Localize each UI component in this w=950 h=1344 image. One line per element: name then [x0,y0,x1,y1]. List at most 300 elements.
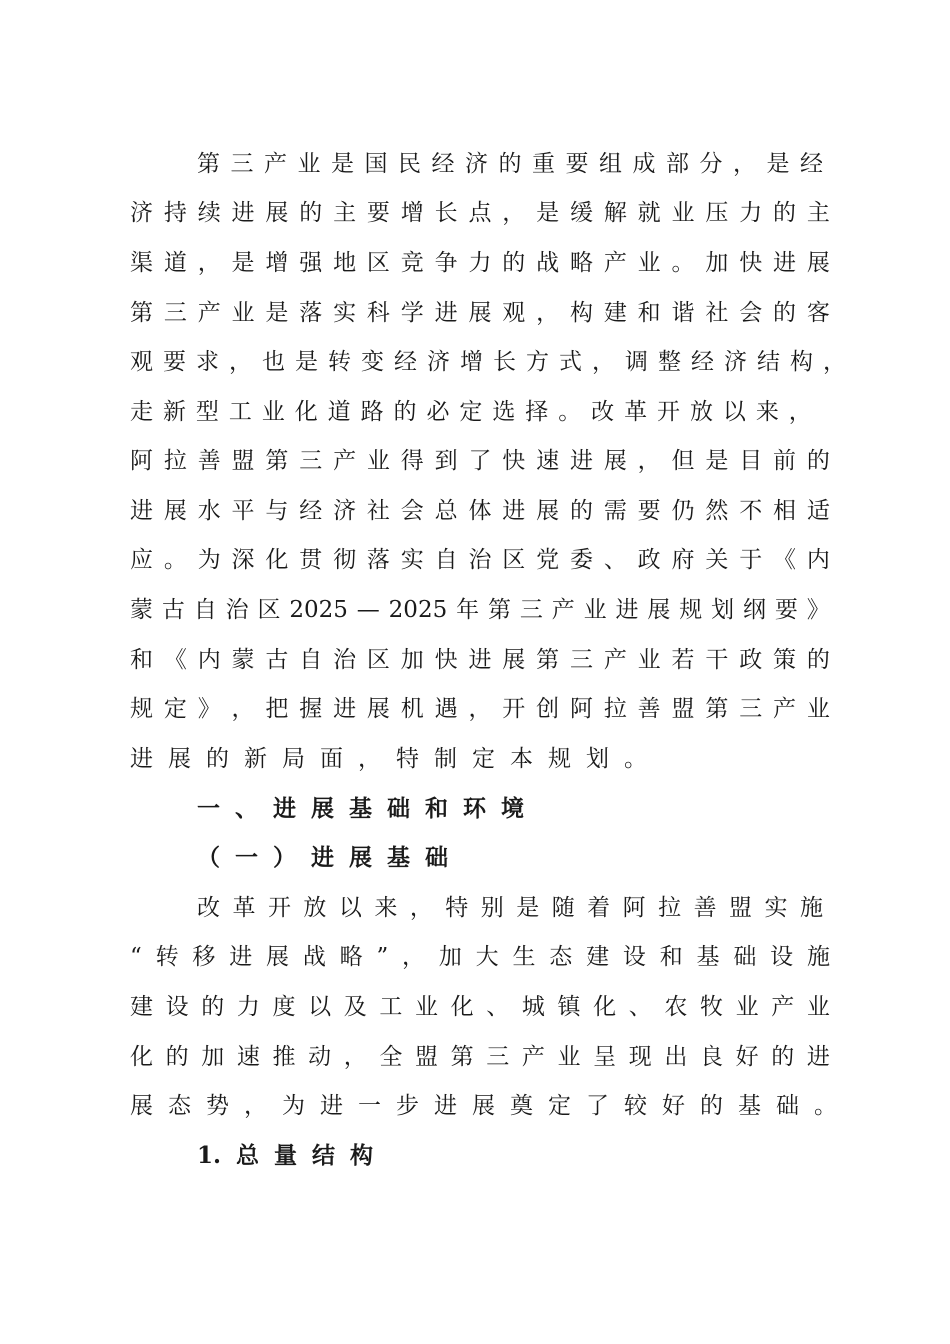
glyph: 以 [722,399,746,425]
glyph: 业 [557,1044,581,1070]
glyph: 呈 [593,1044,617,1070]
glyph: 解 [603,200,627,226]
glyph: 区 [502,547,526,573]
glyph: 出 [664,1044,688,1070]
glyph: ， [733,151,756,177]
glyph: 好 [662,1093,685,1119]
glyph: 工 [228,399,252,425]
glyph: 济 [333,498,357,524]
glyph: ， [343,1044,367,1070]
glyph: 济 [130,200,153,226]
glyph: 持 [163,200,187,226]
glyph: 进 [311,844,334,871]
glyph: 三 [230,151,254,177]
glyph: 业 [671,200,695,226]
glyph: 式 [559,349,582,375]
glyph: 步 [396,1093,419,1119]
glyph: 第 [705,696,729,722]
glyph: 》 [197,696,221,722]
glyph: 2025 [289,597,348,623]
glyph: 的 [806,647,830,673]
glyph: 了 [586,1093,609,1119]
glyph: 进 [333,696,357,722]
paragraph-line [130,296,830,330]
glyph: 策 [773,647,797,673]
glyph: 基 [387,844,410,871]
glyph: 基 [696,944,720,970]
glyph: 放 [689,399,713,425]
glyph: 础 [425,844,448,871]
glyph: 治 [225,597,249,623]
glyph: 自 [193,597,217,623]
glyph: 的 [165,1044,189,1070]
glyph: 第 [487,597,511,623]
glyph: 战 [302,944,326,970]
glyph: 设 [622,944,646,970]
glyph: ， [536,300,560,326]
glyph: 力 [468,250,492,276]
glyph: 构 [350,1142,374,1169]
paragraph-line [130,345,846,379]
glyph: 展 [168,746,191,772]
glyph: 是 [265,300,289,326]
glyph: 总 [236,1142,260,1169]
glyph: 的 [700,1093,723,1119]
glyph: ， [468,696,492,722]
glyph: 型 [195,399,219,425]
glyph: ， [592,349,615,375]
section-heading [197,792,539,826]
glyph: 三 [486,1044,510,1070]
glyph: 结 [757,349,780,375]
glyph: 展 [349,844,372,871]
glyph: 进 [434,300,458,326]
glyph: 了 [468,448,492,474]
paragraph-line [197,891,823,925]
glyph: 全 [379,1044,403,1070]
glyph: 施 [799,895,823,921]
glyph: 奠 [510,1093,533,1119]
paragraph-line [130,246,830,280]
glyph: 展 [163,498,187,524]
glyph: 平 [231,498,255,524]
glyph: 应 [130,547,153,573]
glyph: ， [788,399,812,425]
glyph: ， [229,349,252,375]
glyph: 调 [625,349,648,375]
glyph: 古 [161,597,185,623]
glyph: 展 [472,1093,495,1119]
glyph: 机 [400,696,424,722]
glyph: 、 [603,547,627,573]
glyph: 度 [272,994,296,1020]
glyph: 加 [438,944,462,970]
glyph: 第 [536,647,560,673]
glyph: 进 [615,597,639,623]
glyph: 客 [806,300,830,326]
glyph: 的 [773,200,797,226]
paragraph-line [130,593,830,627]
glyph: 建 [130,994,153,1020]
glyph: 和 [425,795,448,822]
glyph: 实 [764,895,788,921]
paragraph-line [130,1089,837,1123]
glyph: 和 [130,647,153,673]
glyph: 三 [569,647,593,673]
glyph: 一 [235,844,258,871]
glyph: 定 [548,1093,571,1119]
glyph: 是 [295,349,318,375]
glyph: 展 [468,300,492,326]
glyph: 是 [766,151,790,177]
glyph: 工 [379,994,403,1020]
glyph: “ [130,944,142,970]
glyph: 落 [299,300,323,326]
glyph: 特 [396,746,419,772]
glyph: 握 [299,696,323,722]
glyph: 自 [299,647,323,673]
glyph: 化 [294,399,318,425]
glyph: 的 [771,1044,795,1070]
glyph: 化 [265,547,289,573]
glyph: 强 [299,250,323,276]
glyph: 开 [502,696,526,722]
glyph: 三 [519,597,543,623]
glyph: 进 [569,448,593,474]
glyph: 础 [733,944,757,970]
glyph: 础 [387,795,410,822]
paragraph-line [130,1040,830,1074]
glyph: 规 [548,746,571,772]
glyph: 业 [637,647,661,673]
glyph: 本 [510,746,533,772]
glyph: 经 [299,498,323,524]
glyph: 速 [536,448,560,474]
paragraph-line [130,395,812,429]
glyph: 和 [659,944,683,970]
glyph: 拉 [658,895,682,921]
glyph: 产 [771,994,795,1020]
glyph: 快 [739,250,763,276]
glyph: 础 [776,1093,799,1119]
glyph: 整 [658,349,681,375]
glyph: 以 [338,895,362,921]
glyph: 牧 [700,994,723,1020]
glyph: 重 [532,151,555,177]
glyph: 大 [475,944,499,970]
glyph: 然 [705,498,729,524]
glyph: 进 [502,498,526,524]
glyph: 产 [603,250,627,276]
glyph: 战 [536,250,560,276]
glyph: 盟 [415,1044,438,1070]
glyph: 构 [790,349,813,375]
glyph: 把 [265,696,289,722]
glyph: 第 [265,448,289,474]
glyph: 政 [637,547,661,573]
glyph: 以 [308,994,332,1020]
glyph: 干 [705,647,729,673]
paragraph-line [130,692,830,726]
glyph: 快 [502,448,526,474]
glyph: 设 [165,994,189,1020]
glyph: 阿 [622,895,646,921]
glyph: 进 [231,200,255,226]
paragraph-line [197,147,823,181]
glyph: 水 [197,498,221,524]
glyph: — [356,597,380,623]
glyph: 科 [366,300,390,326]
glyph: 点 [468,200,492,226]
glyph: 学 [400,300,424,326]
glyph: 长 [434,200,458,226]
glyph: 就 [637,200,661,226]
glyph: 体 [468,498,492,524]
glyph: 方 [526,349,549,375]
glyph: 规 [679,597,703,623]
glyph: 分 [699,151,723,177]
glyph: 的 [201,994,225,1020]
glyph: 进 [229,944,253,970]
glyph: 的 [498,151,522,177]
glyph: 革 [624,399,648,425]
glyph: 局 [282,746,305,772]
glyph: 走 [130,399,153,425]
glyph: 部 [666,151,689,177]
glyph: 要 [637,498,661,524]
glyph: 拉 [163,448,187,474]
glyph: 要 [366,200,390,226]
glyph: 主 [333,200,357,226]
glyph: 盟 [729,895,753,921]
glyph: 力 [236,994,260,1020]
glyph: 相 [773,498,797,524]
glyph: 党 [536,547,560,573]
glyph: 《 [773,547,797,573]
glyph: 一 [197,795,220,822]
glyph: 化 [130,1044,153,1070]
glyph: ， [637,448,661,474]
glyph: 动 [308,1044,332,1070]
paragraph-line [130,990,830,1024]
glyph: 贯 [299,547,323,573]
glyph: 和 [637,300,661,326]
glyph: 深 [231,547,255,573]
glyph: 经 [431,151,455,177]
glyph: 展 [536,498,560,524]
glyph: 第 [450,1044,474,1070]
glyph: 化 [593,994,617,1020]
glyph: 规 [130,696,153,722]
glyph: 长 [493,349,516,375]
glyph: 经 [691,349,714,375]
glyph: 业 [297,151,321,177]
glyph: 展 [806,250,830,276]
glyph: 业 [637,250,661,276]
glyph: 总 [434,498,458,524]
glyph: 态 [168,1093,191,1119]
glyph: ， [502,200,526,226]
glyph: 及 [343,994,367,1020]
glyph: 必 [426,399,450,425]
glyph: 前 [773,448,797,474]
glyph: 随 [551,895,575,921]
glyph: 观 [130,349,153,375]
glyph: 1. [197,1142,222,1169]
glyph: 要 [163,349,186,375]
glyph: 态 [549,944,573,970]
glyph: ， [231,696,255,722]
glyph: ， [823,349,846,375]
glyph: 环 [463,795,486,822]
glyph: 快 [434,647,458,673]
glyph: 变 [361,349,384,375]
glyph: 展 [311,795,334,822]
glyph: 区 [366,250,390,276]
glyph: 业 [231,300,255,326]
glyph: 需 [603,498,627,524]
glyph: 为 [282,1093,305,1119]
glyph: 进 [130,746,153,772]
glyph: 社 [366,498,390,524]
glyph: 进 [773,250,797,276]
glyph: 》 [806,597,830,623]
glyph: 阿 [569,696,593,722]
glyph: 。 [558,399,582,425]
glyph: 的 [299,200,323,226]
glyph: 委 [569,547,593,573]
glyph: 纲 [742,597,766,623]
glyph: 三 [299,448,323,474]
glyph: 年 [456,597,480,623]
glyph: 落 [366,547,390,573]
glyph: 是 [331,151,354,177]
glyph: 业 [261,399,285,425]
glyph: 关 [705,547,729,573]
glyph: 基 [738,1093,761,1119]
glyph: 别 [480,895,504,921]
glyph: 展 [265,200,289,226]
glyph: 业 [415,994,438,1020]
glyph: 的 [773,300,797,326]
glyph: 产 [773,696,797,722]
glyph: 进 [468,647,492,673]
glyph: 若 [671,647,695,673]
glyph: 治 [333,647,357,673]
glyph: 经 [800,151,823,177]
glyph: 道 [327,399,351,425]
glyph: 、 [628,994,652,1020]
glyph: 会 [400,498,424,524]
glyph: 生 [512,944,536,970]
glyph: 面 [320,746,343,772]
glyph: 善 [197,448,221,474]
glyph: 产 [603,647,627,673]
glyph: 着 [587,895,611,921]
glyph: 定 [459,399,483,425]
glyph: 加 [705,250,729,276]
glyph: 续 [197,200,221,226]
glyph: 社 [705,300,729,326]
glyph: 道 [163,250,187,276]
glyph: 一 [358,1093,381,1119]
glyph: 组 [599,151,622,177]
glyph: 善 [693,895,717,921]
glyph: ） [273,844,296,871]
glyph: 到 [434,448,458,474]
glyph: 结 [312,1142,336,1169]
item-heading [197,1139,388,1173]
glyph: 略 [339,944,363,970]
glyph: 为 [197,547,221,573]
glyph: 三 [163,300,187,326]
glyph: 的 [806,448,830,474]
glyph: 观 [502,300,526,326]
glyph: 增 [460,349,483,375]
glyph: 阿 [130,448,153,474]
glyph: 进 [273,795,296,822]
glyph: 、 [486,994,510,1020]
glyph: 增 [400,200,424,226]
glyph: 内 [197,647,221,673]
glyph: 划 [711,597,735,623]
glyph: 《 [163,647,187,673]
glyph: 基 [349,795,372,822]
glyph: 转 [328,349,351,375]
glyph: 盟 [671,696,695,722]
glyph: 第 [197,151,220,177]
glyph: 得 [400,448,424,474]
glyph: 现 [628,1044,652,1070]
glyph: 业 [806,994,830,1020]
glyph: 进 [130,498,153,524]
glyph: 力 [739,200,763,226]
glyph: 革 [232,895,256,921]
glyph: 成 [632,151,656,177]
glyph: 不 [739,498,763,524]
glyph: 改 [591,399,615,425]
glyph: 济 [427,349,450,375]
paragraph-line [130,543,830,577]
glyph: 目 [739,448,763,474]
glyph: 进 [434,1093,457,1119]
glyph: 新 [244,746,267,772]
glyph: 是 [231,250,255,276]
glyph: 彻 [333,547,357,573]
glyph: 特 [445,895,469,921]
glyph: 善 [637,696,661,722]
glyph: 境 [501,795,524,822]
glyph: 渠 [130,250,153,276]
glyph: 适 [806,498,830,524]
glyph: 济 [724,349,747,375]
glyph: 镇 [557,994,581,1020]
glyph: 竞 [400,250,424,276]
glyph: 是 [516,895,540,921]
glyph: 。 [814,1093,837,1119]
glyph: 好 [735,1044,759,1070]
glyph: 也 [262,349,285,375]
glyph: 压 [705,200,729,226]
glyph: 展 [366,696,390,722]
glyph: 2025 [388,597,448,623]
glyph: 。 [671,250,695,276]
paragraph-line [130,444,830,478]
glyph: 实 [400,547,424,573]
subsection-heading [197,841,463,875]
glyph: 是 [705,448,729,474]
glyph: 的 [206,746,229,772]
